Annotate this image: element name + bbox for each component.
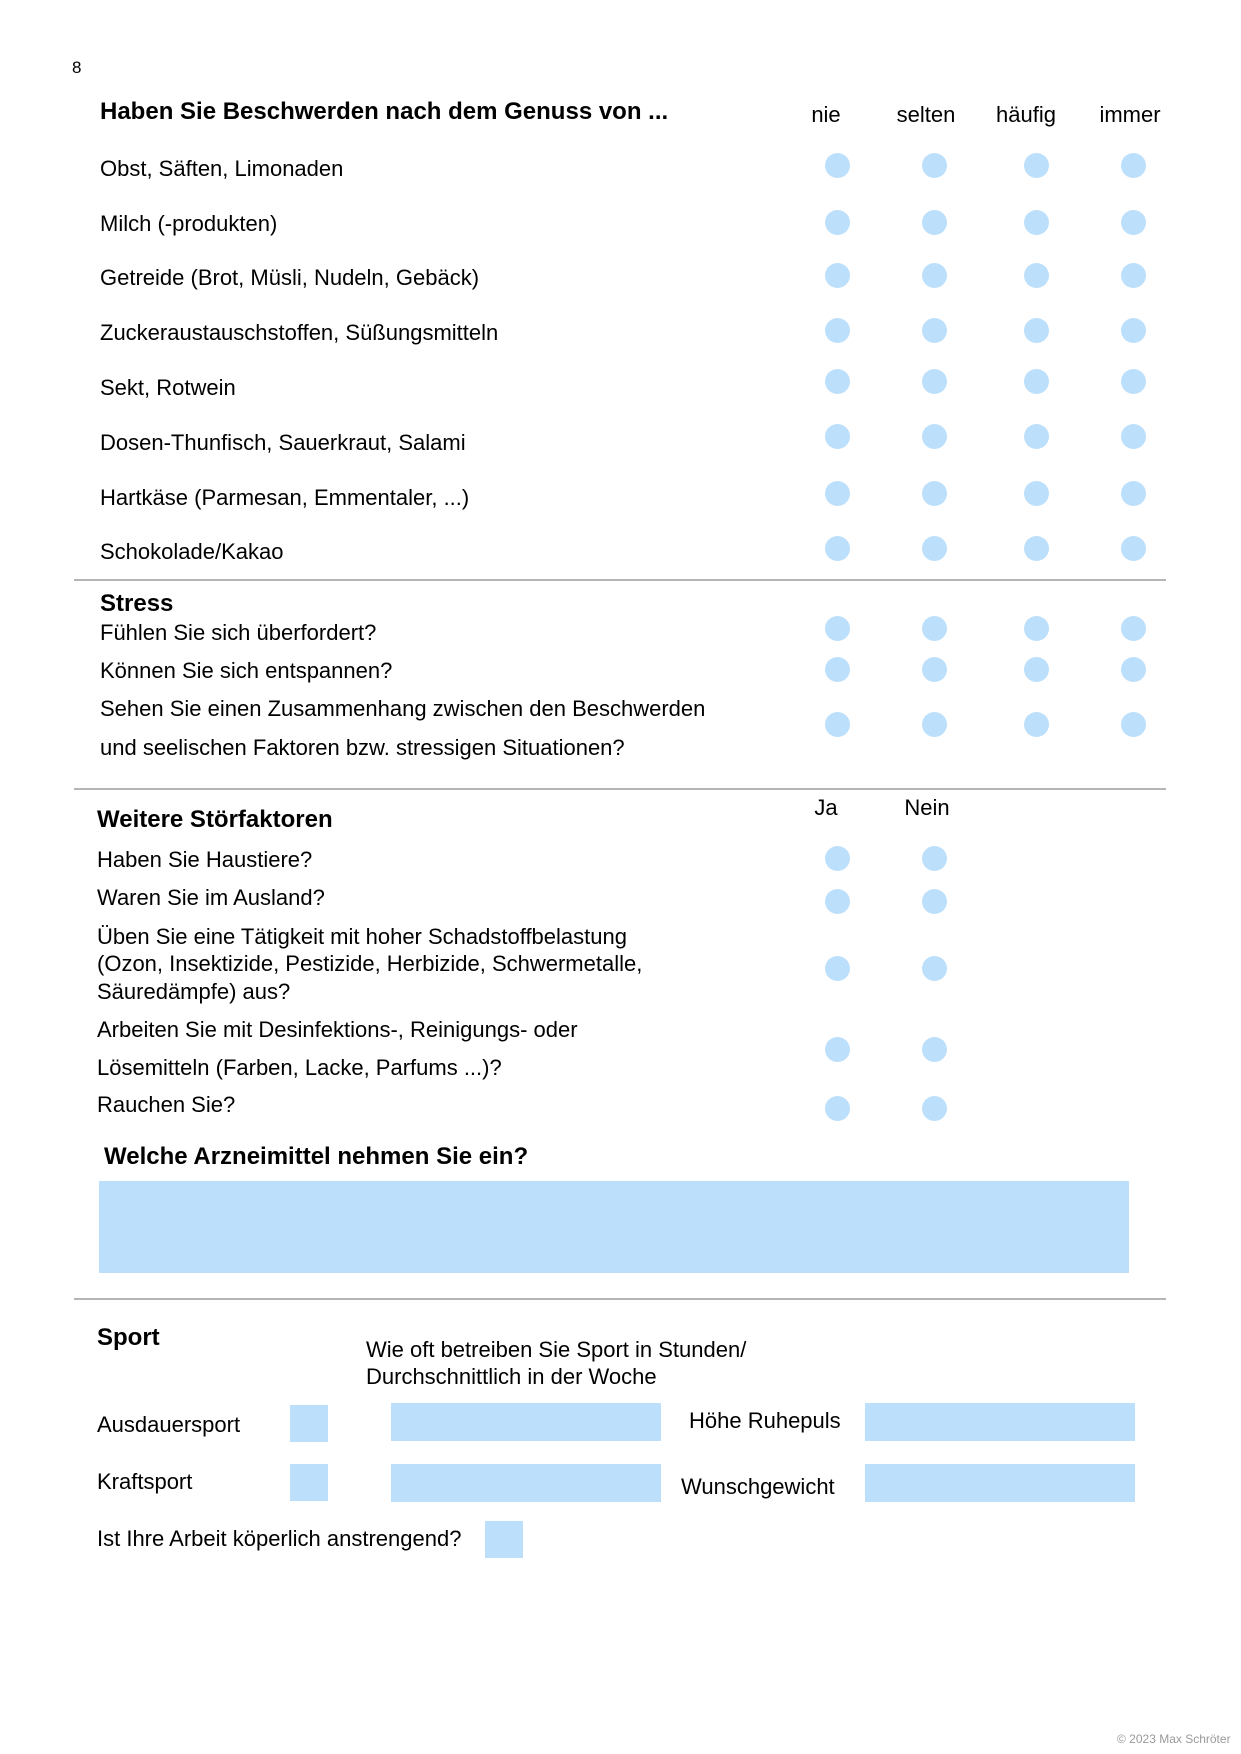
sport-question-line1: Wie oft betreiben Sie Sport in Stunden/ [366,1337,747,1362]
endurance-checkbox[interactable] [290,1405,328,1442]
radio-zusammenhang-selten[interactable] [922,712,947,737]
radio-zusammenhang-nie[interactable] [825,712,850,737]
food-row-label: Schokolade/Kakao [100,539,284,564]
radio-schokolade-haeufig[interactable] [1024,536,1049,561]
target-weight-field[interactable] [865,1464,1135,1502]
stress-question: Fühlen Sie sich überfordert? [100,620,377,645]
food-row-label: Dosen-Thunfisch, Sauerkraut, Salami [100,430,466,455]
strength-label: Kraftsport [97,1469,193,1494]
stress-question-line1: Sehen Sie einen Zusammenhang zwischen den Beschwerden [100,696,706,721]
radio-ueberfordert-haeufig[interactable] [1024,616,1049,641]
column-header-nie: nie [811,102,841,127]
radio-desinfektion-nein[interactable] [922,1037,947,1062]
radio-obst-haeufig[interactable] [1024,153,1049,178]
radio-obst-selten[interactable] [922,153,947,178]
radio-ueberfordert-immer[interactable] [1121,616,1146,641]
radio-dosen-selten[interactable] [922,424,947,449]
radio-getreide-haeufig[interactable] [1024,263,1049,288]
factors-question-line1: Üben Sie eine Tätigkeit mit hoher Schadstoffbelastung [97,924,627,949]
strength-checkbox[interactable] [290,1464,328,1501]
column-header-immer: immer [1099,102,1161,127]
section-divider [74,579,1166,581]
stress-section-title: Stress [100,590,174,617]
medication-textarea[interactable] [99,1181,1129,1273]
food-row-label: Getreide (Brot, Müsli, Nudeln, Gebäck) [100,265,480,290]
radio-sekt-immer[interactable] [1121,369,1146,394]
radio-zusammenhang-immer[interactable] [1121,712,1146,737]
food-row-label: Milch (-produkten) [100,211,278,236]
radio-getreide-selten[interactable] [922,263,947,288]
radio-obst-immer[interactable] [1121,153,1146,178]
radio-sekt-haeufig[interactable] [1024,369,1049,394]
target-weight-label: Wunschgewicht [681,1474,835,1499]
medication-title: Welche Arzneimittel nehmen Sie ein? [104,1143,529,1170]
radio-zucker-haeufig[interactable] [1024,318,1049,343]
physical-work-checkbox[interactable] [485,1521,523,1558]
section-divider [74,788,1166,790]
radio-ueberfordert-selten[interactable] [922,616,947,641]
radio-getreide-immer[interactable] [1121,263,1146,288]
copyright-footer: © 2023 Max Schröter [1117,1732,1231,1746]
radio-hartkaese-nie[interactable] [825,481,850,506]
radio-rauchen-ja[interactable] [825,1096,850,1121]
factors-question-line2: Lösemitteln (Farben, Lacke, Parfums ...)? [97,1055,502,1080]
radio-dosen-haeufig[interactable] [1024,424,1049,449]
food-section-title: Haben Sie Beschwerden nach dem Genuss von ... [100,98,669,125]
radio-milch-haeufig[interactable] [1024,210,1049,235]
stress-question-line2: und seelischen Faktoren bzw. stressigen Situationen? [100,735,625,760]
radio-hartkaese-immer[interactable] [1121,481,1146,506]
radio-entspannen-haeufig[interactable] [1024,657,1049,682]
radio-hartkaese-selten[interactable] [922,481,947,506]
column-header-nein: Nein [904,795,950,820]
radio-schokolade-selten[interactable] [922,536,947,561]
factors-question-line2: (Ozon, Insektizide, Pestizide, Herbizide, Schwermetalle, [97,951,643,976]
radio-zucker-nie[interactable] [825,318,850,343]
food-row-label: Sekt, Rotwein [100,375,236,400]
food-row-label: Hartkäse (Parmesan, Emmentaler, ...) [100,485,470,510]
radio-zucker-immer[interactable] [1121,318,1146,343]
sport-question-line2: Durchschnittlich in der Woche [366,1364,657,1389]
column-header-selten: selten [896,102,956,127]
resting-pulse-field[interactable] [865,1403,1135,1441]
physical-work-label: Ist Ihre Arbeit köperlich anstrengend? [97,1526,462,1551]
radio-schadstoff-nein[interactable] [922,956,947,981]
column-header-ja: Ja [814,795,838,820]
strength-hours-field[interactable] [391,1464,661,1502]
page-number: 8 [72,58,82,77]
radio-schadstoff-ja[interactable] [825,956,850,981]
sport-section-title: Sport [97,1324,160,1351]
radio-ueberfordert-nie[interactable] [825,616,850,641]
food-row-label: Zuckeraustauschstoffen, Süßungsmitteln [100,320,499,345]
endurance-hours-field[interactable] [391,1403,661,1441]
radio-zusammenhang-haeufig[interactable] [1024,712,1049,737]
radio-milch-immer[interactable] [1121,210,1146,235]
radio-dosen-immer[interactable] [1121,424,1146,449]
factors-question: Waren Sie im Ausland? [97,885,325,910]
radio-ausland-ja[interactable] [825,889,850,914]
radio-rauchen-nein[interactable] [922,1096,947,1121]
factors-question-line1: Arbeiten Sie mit Desinfektions-, Reinigungs- oder [97,1017,578,1042]
radio-haustiere-nein[interactable] [922,846,947,871]
radio-zucker-selten[interactable] [922,318,947,343]
radio-sekt-selten[interactable] [922,369,947,394]
radio-hartkaese-haeufig[interactable] [1024,481,1049,506]
factors-section-title: Weitere Störfaktoren [97,806,333,833]
radio-desinfektion-ja[interactable] [825,1037,850,1062]
factors-question-line3: Säuredämpfe) aus? [97,979,291,1004]
radio-schokolade-immer[interactable] [1121,536,1146,561]
radio-milch-nie[interactable] [825,210,850,235]
radio-ausland-nein[interactable] [922,889,947,914]
factors-question: Rauchen Sie? [97,1092,236,1117]
radio-schokolade-nie[interactable] [825,536,850,561]
stress-question: Können Sie sich entspannen? [100,658,393,683]
radio-haustiere-ja[interactable] [825,846,850,871]
food-row-label: Obst, Säften, Limonaden [100,156,344,181]
resting-pulse-label: Höhe Ruhepuls [689,1408,841,1433]
radio-sekt-nie[interactable] [825,369,850,394]
radio-obst-nie[interactable] [825,153,850,178]
radio-milch-selten[interactable] [922,210,947,235]
radio-entspannen-immer[interactable] [1121,657,1146,682]
radio-entspannen-nie[interactable] [825,657,850,682]
endurance-label: Ausdauersport [97,1412,241,1437]
section-divider [74,1298,1166,1300]
radio-dosen-nie[interactable] [825,424,850,449]
radio-getreide-nie[interactable] [825,263,850,288]
radio-entspannen-selten[interactable] [922,657,947,682]
column-header-haeufig: häufig [996,102,1056,127]
factors-question: Haben Sie Haustiere? [97,847,313,872]
